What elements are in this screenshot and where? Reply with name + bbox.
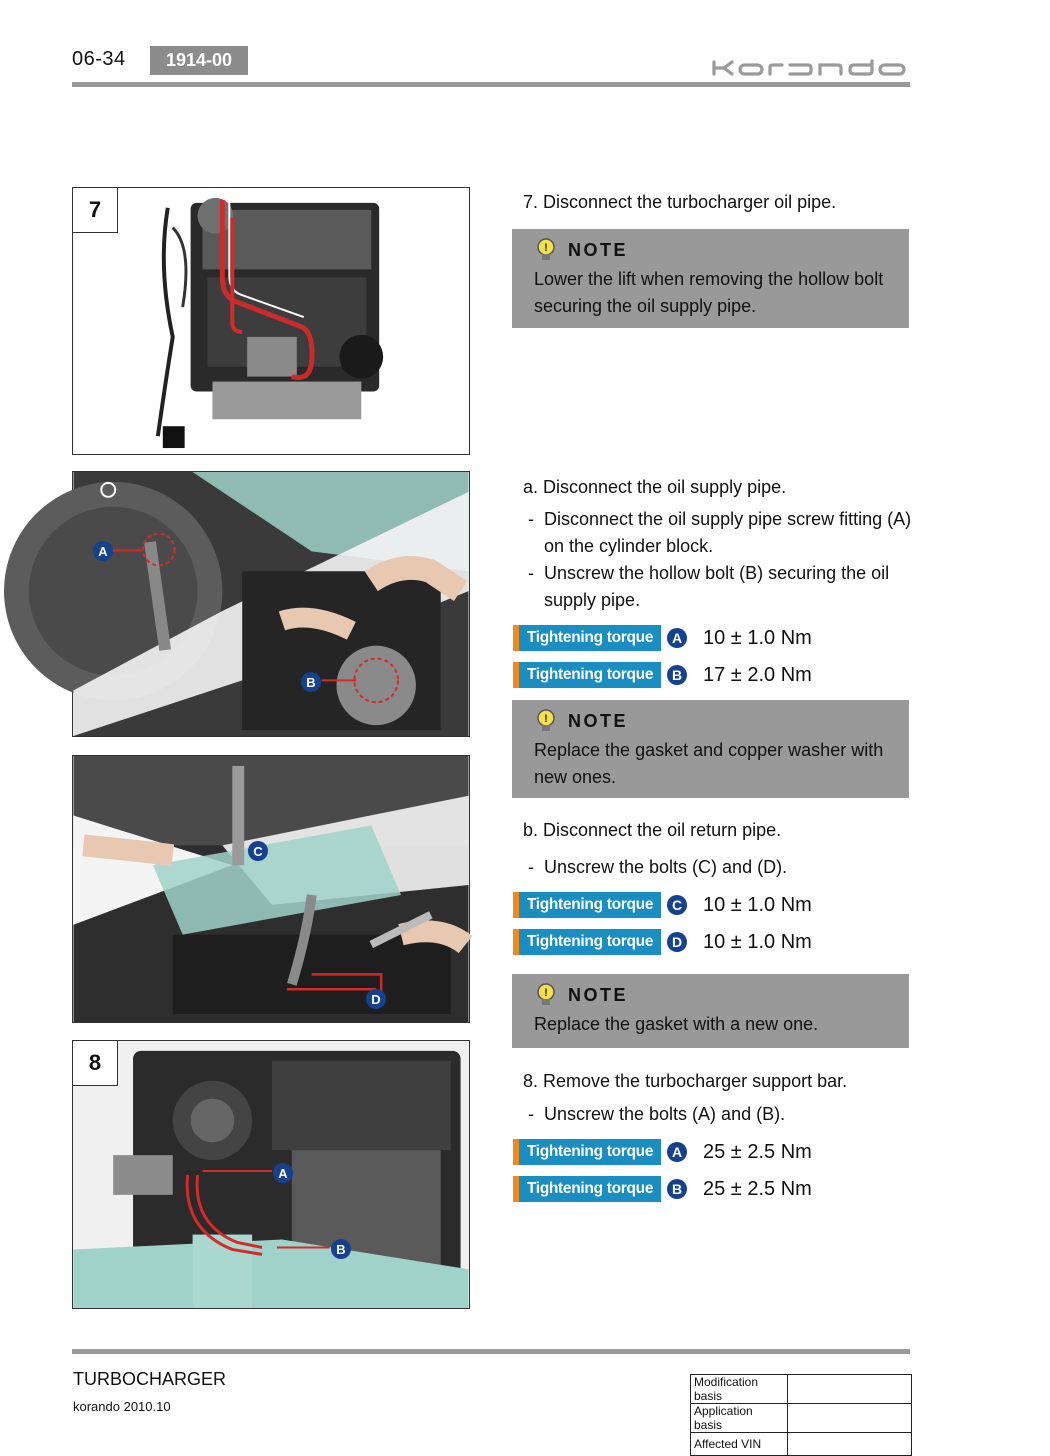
torque-label: Tightening torque [519,892,661,918]
oil-supply-photo [73,472,469,736]
torque-label: Tightening torque [519,1139,661,1165]
torque-letter: B [667,1179,687,1199]
torque-row-b [513,662,812,688]
step-a-sub-2 [528,560,918,614]
sub-step-text: Disconnect the oil supply pipe screw fitting (A) on the cylinder block. [544,509,912,556]
torque-row-8a [513,1139,812,1165]
note-text: Lower the lift when removing the hollow bolt securing the oil supply pipe. [534,269,884,316]
figure-oil-supply-pipe [72,471,470,737]
step-8-text: 8. Remove the turbocharger support bar. [523,1071,848,1091]
table-cell-value [788,1404,912,1433]
table-cell-label: Application basis [691,1404,788,1433]
torque-letter: A [667,628,687,648]
torque-label: Tightening torque [519,625,661,651]
note-text: Replace the gasket and copper washer with new ones. [534,740,884,787]
note-box-3 [512,974,909,1048]
table-row [691,1404,912,1433]
svg-text:!: ! [544,987,548,999]
table-cell-value [788,1375,912,1404]
step-a-sub-1 [528,506,918,560]
torque-label: Tightening torque [519,662,661,688]
svg-text:!: ! [544,713,548,725]
bullet-dash: - [528,857,534,877]
torque-label: Tightening torque [519,929,661,955]
note-title: NOTE [568,710,629,731]
callout-a: A [93,541,113,561]
torque-letter: A [667,1142,687,1162]
figure-7-engine-overview [72,187,470,455]
torque-row-d [513,929,812,955]
modification-table [690,1374,912,1456]
callout-c: C [248,841,268,861]
table-cell-value [788,1433,912,1456]
table-row [691,1433,912,1456]
note-box-2 [512,700,909,798]
step-b-text: b. Disconnect the oil return pipe. [523,820,782,840]
torque-label: Tightening torque [519,1176,661,1202]
footer-model: korando 2010.10 [73,1399,171,1414]
footer-divider [72,1349,910,1354]
table-cell-label: Modification basis [691,1375,788,1404]
callout-b: B [331,1239,351,1259]
callout-d: D [366,989,386,1009]
support-bar-photo [73,1041,469,1308]
oil-return-photo [73,756,469,1022]
note-text: Replace the gasket with a new one. [534,1014,819,1034]
step-8-sub-1 [528,1101,918,1128]
sub-step-text: Unscrew the bolts (A) and (B). [544,1104,786,1124]
torque-row-c [513,892,812,918]
lightbulb-icon [534,708,558,734]
table-cell-label: Affected VIN [691,1433,788,1456]
callout-b: B [301,672,321,692]
lightbulb-icon [534,982,558,1008]
figure-oil-return-pipe [72,755,470,1023]
figure-8-support-bar [72,1040,470,1309]
torque-value: 10 ± 1.0 Nm [703,626,812,649]
footer-section-title: TURBOCHARGER [73,1369,227,1389]
svg-text:!: ! [544,242,548,254]
note-title: NOTE [568,984,629,1005]
note-box-1 [512,229,909,328]
bullet-dash: - [528,1104,534,1124]
step-a-text: a. Disconnect the oil supply pipe. [523,477,787,497]
torque-letter: C [667,895,687,915]
torque-letter: D [667,932,687,952]
sub-step-text: Unscrew the hollow bolt (B) securing the oil supply pipe. [544,563,890,610]
bullet-dash: - [528,509,534,529]
bullet-dash: - [528,563,534,583]
torque-row-a [513,625,812,651]
sub-step-text: Unscrew the bolts (C) and (D). [544,857,788,877]
torque-value: 10 ± 1.0 Nm [703,930,812,953]
page-number: 06-34 [72,48,126,70]
step-7-text: 7. Disconnect the turbocharger oil pipe. [523,192,837,212]
table-row [691,1375,912,1404]
torque-value: 17 ± 2.0 Nm [703,663,812,686]
section-code-badge: 1914-00 [150,46,248,75]
korando-logo [710,58,910,78]
engine-illustration [73,188,469,454]
callout-a: A [273,1163,293,1183]
torque-value: 10 ± 1.0 Nm [703,893,812,916]
note-title: NOTE [568,239,629,260]
torque-value: 25 ± 2.5 Nm [703,1140,812,1163]
torque-value: 25 ± 2.5 Nm [703,1177,812,1200]
lightbulb-icon [534,237,558,263]
figure-number: 7 [73,188,118,233]
figure-number: 8 [73,1041,118,1086]
step-b-sub-1 [528,854,918,881]
torque-letter: B [667,665,687,685]
torque-row-8b [513,1176,812,1202]
header-divider [72,82,910,87]
